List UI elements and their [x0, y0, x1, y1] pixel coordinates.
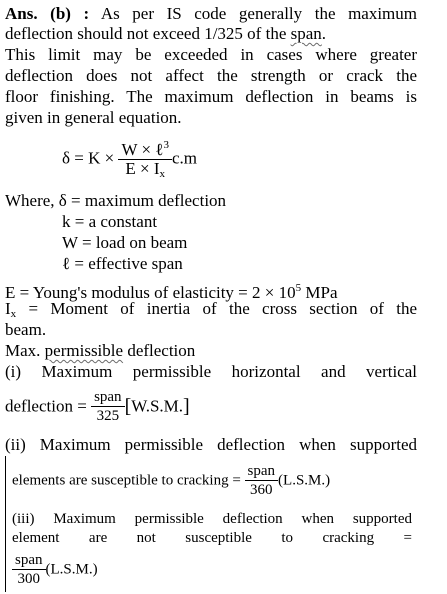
answer-line-4: deflection does not affect the strength or crack the: [5, 66, 417, 85]
permissible-iii-line-2: element are not susceptible to cracking =: [12, 530, 412, 546]
answer-prefix: Ans. (b) :: [5, 4, 90, 23]
answer-line-6: given in general equation.: [5, 108, 182, 127]
left-rule: [5, 456, 6, 592]
permissible-ii-line: (ii) Maximum permissible deflection when supported: [5, 435, 417, 454]
inertia-line-cont: beam.: [5, 320, 47, 339]
answer-line-1: Ans. (b) : As per IS code generally the maximum: [5, 4, 418, 23]
permissible-ii-formula: elements are susceptible to cracking = $\frac{\text{span}}{360}$ (L.S.M.): [12, 463, 331, 498]
iii-fraction: $\frac{\text{span}}{300}$: [12, 551, 46, 588]
where-k: k = a constant: [62, 212, 158, 231]
deflection-equation: δ = K × $\frac{W \times \ell^3}{E \times I_x}$ c.m: [62, 136, 197, 183]
permissible-i-line: (i) Maximum permissible horizontal and vertical: [5, 362, 417, 381]
answer-line-3: This limit may be exceeded in cases where greater: [5, 45, 417, 64]
where-l: ℓ = effective span: [62, 254, 183, 273]
answer-line-2: deflection should not exceed 1/325 of the span.: [5, 24, 327, 43]
equation-fraction: $\frac{W \times \ell^3}{E \times I_x}$: [118, 136, 171, 183]
where-intro: Where, δ = maximum deflection: [5, 191, 227, 210]
i-fraction: $\frac{\text{span}}{325}$: [91, 388, 125, 425]
inertia-line: $I_x$ = Moment of inertia of the cross section of the: [5, 299, 417, 320]
permissible-title: Max. permissible deflection: [5, 341, 196, 360]
permissible-iii-line: (iii) Maximum permissible deflection when supported: [12, 511, 412, 527]
answer-line-5: floor finishing. The maximum deflection in beams is: [5, 87, 417, 106]
ii-fraction: $\frac{\text{span}}{360}$: [245, 462, 279, 499]
permissible-iii-formula: $\frac{\text{span}}{300}$ (L.S.M.): [12, 551, 98, 588]
permissible-i-formula: deflection = $\frac{\text{span}}{325}$ [W.S.M.]: [5, 389, 190, 424]
young-modulus-line: E = Young's modulus of elasticity = $2 \times 10^5$ MPa: [5, 282, 338, 302]
where-w: W = load on beam: [62, 233, 188, 252]
